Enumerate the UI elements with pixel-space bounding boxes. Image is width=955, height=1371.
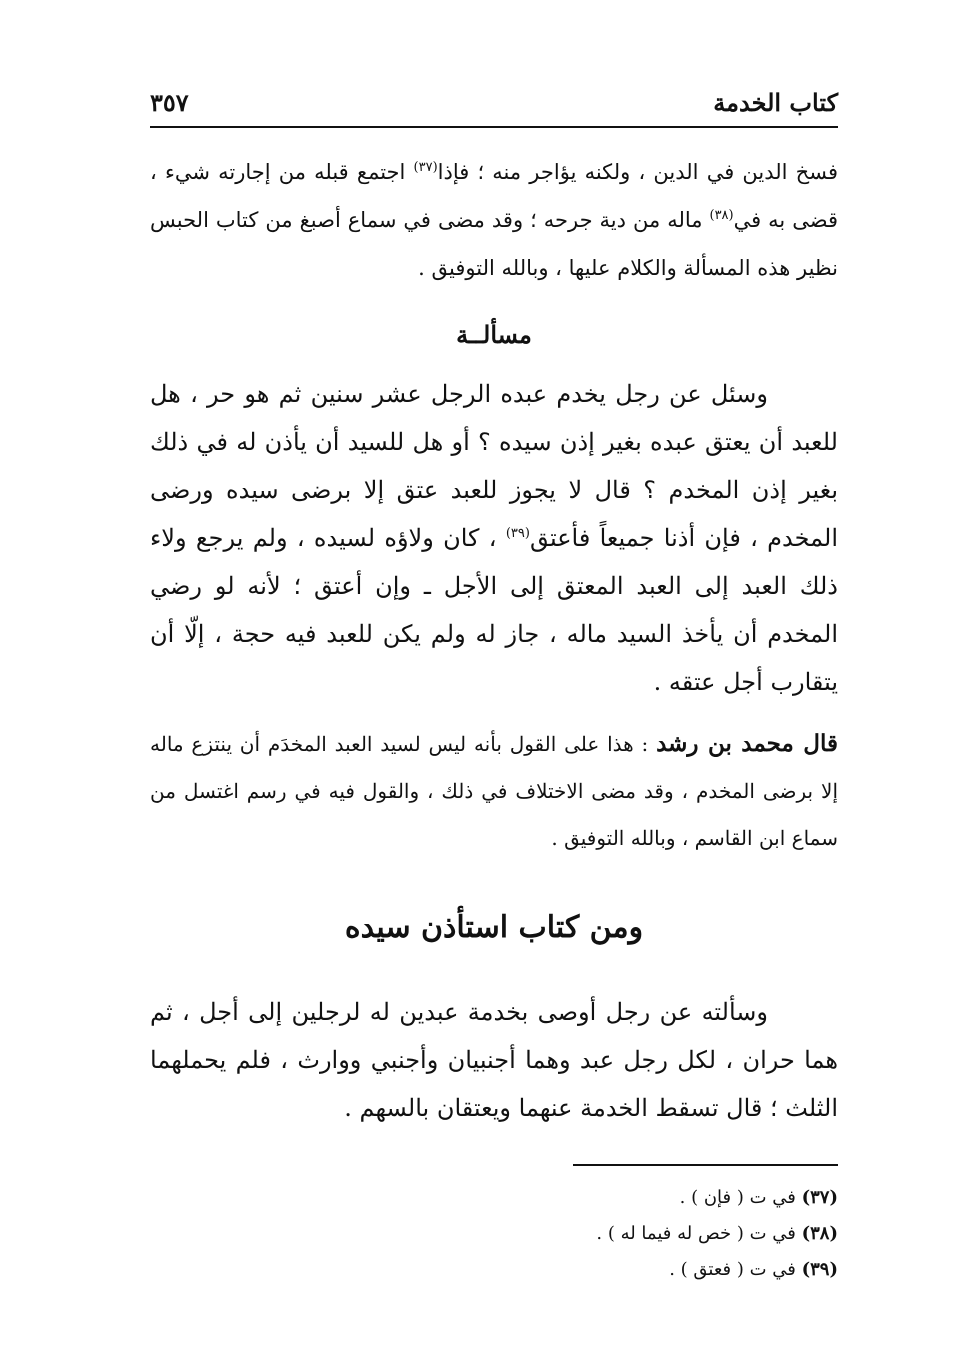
page-number: ٣٥٧ — [150, 88, 189, 117]
paragraph-1: فسخ الدين في الدين ، ولكنه يؤاجر منه ؛ فإذا$^{(٣٧)}$ اجتمع قبله من إجارته شيء ، قضى به في$^{(٣٨)}$ ماله من دية جرحه ؛ وقد مضى في سماع أصبغ من كتاب الحبس نظير هذه المسألة والكلام عليها ، وبالله التوفيق . — [150, 160, 838, 280]
footnote-separator — [573, 1164, 838, 1166]
running-title: كتاب الخدمة — [713, 88, 838, 117]
paragraph-3: قال محمد بن رشد : هذا على القول بأنه ليس لسيد العبد المخدَم أن ينتزع ماله إلا برضى المخدم ، وقد مضى الاختلاف في ذلك ، والقول فيه في رسم اغتسل من سماع ابن القاسم ، وبالله التوفيق . — [150, 730, 838, 850]
footnote-ref-38[interactable]: (٣٨) — [709, 208, 734, 223]
footnote-39: (٣٩) في ت ( فعتق ) . — [669, 1259, 838, 1280]
footnote-37: (٣٧) في ت ( فإن ) . — [679, 1187, 838, 1208]
commentary-lead: قال محمد بن رشد — [656, 730, 838, 757]
footnote-ref-39[interactable]: (٣٩) — [505, 526, 530, 541]
footnote-38: (٣٨) في ت ( خص له فيما له ) . — [596, 1223, 838, 1244]
paragraph-4: وسألته عن رجل أوصى بخدمة عبدين له لرجلين إلى أجل ، ثم هما حران ، لكل رجل عبد وهما أجنبيان وأجنبي ووارث ، فلم يحملهما الثلث ؛ قال تسقط الخدمة عنهما ويعتقان بالسهم . — [150, 998, 838, 1122]
paragraph-2: وسئل عن رجل يخدم عبده الرجل عشر سنين ثم هو حر ، هل للعبد أن يعتق عبده بغير إذن سيده ؟ أو هل للسيد أن يأذن له في ذلك بغير إذن المخدم ؟ قال لا يجوز للعبد عتق إلا برضى سيده ورضى المخدم ، فإن أذنا جميعاً فأعتق$^{(٣٩)}$ ، كان ولاؤه لسيده ، ولم يرجع ولاء ذلك العبد إلى العبد المعتق إلى الأجل ـ وإن أعتق ؛ لأنه لو رضي المخدم أن يأخذ السيد ماله ، جاز له ولم يكن للعبد فيه حجة ، إلّا أن يتقارب أجل عتقه . — [150, 380, 838, 696]
book-page — [150, 88, 838, 1288]
section-heading-masala: مسألــة — [456, 320, 532, 349]
chapter-heading: ومن كتاب استأذن سيده — [344, 910, 644, 945]
footnotes — [150, 1180, 838, 1288]
running-header — [150, 88, 838, 128]
footnote-ref-37[interactable]: (٣٧) — [413, 160, 438, 175]
